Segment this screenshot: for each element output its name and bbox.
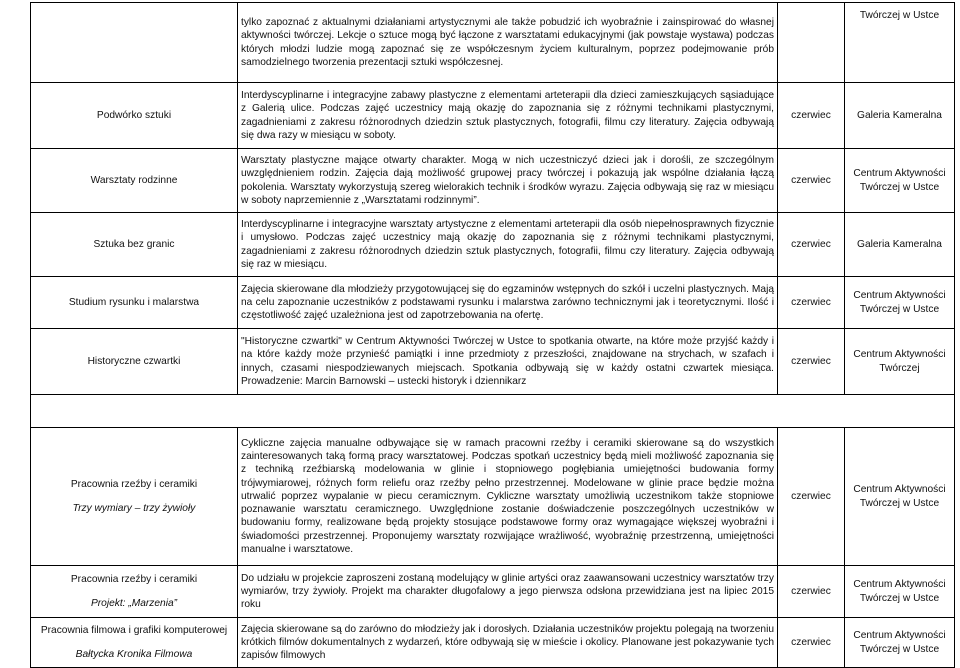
table-row bbox=[31, 329, 955, 395]
activity-description: Zajęcia skierowane są do zarówno do młodzieży jak i dorosłych. Działania uczestników projektu polegają na tworzeniu krótkich filmów dokumentalnych z wydarzeń, które odbywają się w mieście i okolicy. Planowane jest pokazywanie tych zapisów filmowych bbox=[238, 618, 778, 668]
activity-subtitle: Projekt: „Marzenia” bbox=[90, 597, 178, 609]
table-row bbox=[31, 213, 955, 277]
activity-place: Twórczej w Ustce bbox=[845, 3, 955, 83]
activity-subtitle: Trzy wymiary – trzy żywioły bbox=[72, 502, 196, 514]
activity-place: Centrum Aktywności Twórczej w Ustce bbox=[845, 566, 955, 618]
activity-month: czerwiec bbox=[778, 566, 845, 618]
activity-title: Pracownia filmowa i grafiki komputerowej bbox=[40, 625, 228, 637]
activity-name: Podwórko sztuki bbox=[31, 83, 238, 149]
table-row bbox=[31, 566, 955, 618]
table-row bbox=[31, 428, 955, 566]
activity-month: czerwiec bbox=[778, 329, 845, 395]
activity-description: Do udziału w projekcie zaproszeni zostaną modelujący w glinie artyści oraz zaawansowani uczestnicy warsztatów trzy wymiarów, trzy żywioły. Projekt ma charakter długofalowy a jego pierwsza odsłona przewidziana jest na lipiec 2015 roku bbox=[238, 566, 778, 618]
activity-name bbox=[31, 618, 238, 668]
activity-place: Centrum Aktywności Twórczej w Ustce bbox=[845, 277, 955, 329]
activity-name: Studium rysunku i malarstwa bbox=[31, 277, 238, 329]
activity-month bbox=[778, 3, 845, 83]
activity-description: Zajęcia skierowane dla młodzieży przygotowującej się do egzaminów wstępnych do szkół i uczelni plastycznych. Mają na celu zapoznanie uczestników z podstawami rysunku i malarstwa zarówno technicznymi jak i teoretycznymi. Ilość i częstotliwość zajęć uzależniona jest od zapotrzebowania na ofertę. bbox=[238, 277, 778, 329]
table-row bbox=[31, 3, 955, 83]
activity-description: tylko zapoznać z aktualnymi działaniami artystycznymi ale także pobudzić ich wyobraźnie i zainspirować do własnej aktywności twórczej. Lekcje o sztuce mogą być łączone z warsztatami edukacyjnymi (jak powstaje wystawa) podczas których młodzi ludzie mogą zapoznać się ze współczesnym życiem kulturalnym, poprzez podejmowanie prób samodzielnego tworzenia prezentacji sztuki współczesnej. bbox=[238, 3, 778, 83]
activity-month: czerwiec bbox=[778, 83, 845, 149]
activity-description: Warsztaty plastyczne mające otwarty charakter. Mogą w nich uczestniczyć dzieci jak i dorośli, ze szczególnym uwzględnieniem rodzin. Zajęcia dają możliwość grupowej pracy twórczej i pokazują jak wspólne działania łączą pokolenia. Warsztaty wykorzystują szereg wielorakich technik i środków wyrazu. Zajęcia odbywają się raz w miesiącu w soboty naprzemiennie z „Warsztatami rodzinnymi”. bbox=[238, 149, 778, 213]
activity-description: Cykliczne zajęcia manualne odbywające się w ramach pracowni rzeźby i ceramiki skierowane są do wszystkich zainteresowanych taką formą pracy warsztatowej. Podczas spotkań uczestnicy będą mieli możliwość zapoznania się z techniką rzeźbiarską modelowania w glinie i stopniowego pogłębiania umiejętności budowania formy trójwymiarowej, różnych form reliefu oraz rzeźby pełno przestrzennej. Modelowane w glinie prace będzie można utrwalić poprzez wypalanie w piecu ceramicznym. Cykliczne warsztaty umożliwią uczestnikom także stopniowe poznawanie warsztatu ceramicznego. Uwzględnione zostanie doświadczenie poszczególnych uczestników w budowaniu formy, realizowane będą projekty stosujące podstawowe formy oraz wymagające większej wyobraźni i świadomości przestrzennej. Proponujemy warsztaty rozwijające wrażliwość, wyobraźnię przestrzenną, umiejętności manualne i warsztatowe. bbox=[238, 428, 778, 566]
activity-name: Sztuka bez granic bbox=[31, 213, 238, 277]
table-row bbox=[31, 83, 955, 149]
activity-month: czerwiec bbox=[778, 428, 845, 566]
activity-place: Galeria Kameralna bbox=[845, 83, 955, 149]
activity-place: Centrum Aktywności Twórczej w Ustce bbox=[845, 149, 955, 213]
activity-title: Pracownia rzeźby i ceramiki bbox=[70, 574, 198, 586]
activity-subtitle: Bałtycka Kronika Filmowa bbox=[75, 648, 193, 660]
activity-name bbox=[31, 3, 238, 83]
activity-month: czerwiec bbox=[778, 149, 845, 213]
activity-description: "Historyczne czwartki" w Centrum Aktywności Twórczej w Ustce to spotkania otwarte, na które może przyjść każdy i na które każdy może przynieść pamiątki i inne przedmioty z przeszłości, znajdowane na strychach, w szafach i innych, czasami niespodziewanych miejscach. Spotkania odbywają się w każdy ostatni czwartek miesiąca. Prowadzenie: Marcin Barnowski – ustecki historyk i dziennikarz bbox=[238, 329, 778, 395]
activity-month: czerwiec bbox=[778, 618, 845, 668]
activity-month: czerwiec bbox=[778, 213, 845, 277]
table-row bbox=[31, 149, 955, 213]
activity-title: Pracownia rzeźby i ceramiki bbox=[70, 479, 198, 491]
activity-description: Interdyscyplinarne i integracyjne warsztaty artystyczne z elementami arteterapii dla osób niepełnosprawnych fizycznie i umysłowo. Podczas zajęć uczestnicy mają okazję do zapoznania się z różnymi technikami plastycznymi, zagadnieniami z zakresu różnorodnych dziedzin sztuk plastycznych, fotografii, filmu czy literatury. Zajęcia odbywają się raz w miesiącu. bbox=[238, 213, 778, 277]
activity-place: Centrum Aktywności Twórczej w Ustce bbox=[845, 618, 955, 668]
activity-place: Centrum Aktywności Twórczej bbox=[845, 329, 955, 395]
activity-place: Centrum Aktywności Twórczej w Ustce bbox=[845, 428, 955, 566]
table-row bbox=[31, 277, 955, 329]
activity-month: czerwiec bbox=[778, 277, 845, 329]
table-row bbox=[31, 618, 955, 668]
activity-name bbox=[31, 566, 238, 618]
program-table bbox=[30, 2, 955, 668]
table-gap bbox=[31, 395, 955, 428]
activity-place: Galeria Kameralna bbox=[845, 213, 955, 277]
activity-name bbox=[31, 428, 238, 566]
activity-description: Interdyscyplinarne i integracyjne zabawy plastyczne z elementami arteterapii dla dzieci zamieszkujących sąsiadujące z Galerią ulice. Podczas zajęć uczestnicy mają okazję do zapoznania się z różnymi technikami plastycznymi, zagadnieniami z zakresu różnorodnych dziedzin sztuk plastycznych, fotografii, filmu czy literatury. Zajęcia odbywają się dwa razy w miesiącu w soboty. bbox=[238, 83, 778, 149]
activity-name: Warsztaty rodzinne bbox=[31, 149, 238, 213]
activity-name: Historyczne czwartki bbox=[31, 329, 238, 395]
